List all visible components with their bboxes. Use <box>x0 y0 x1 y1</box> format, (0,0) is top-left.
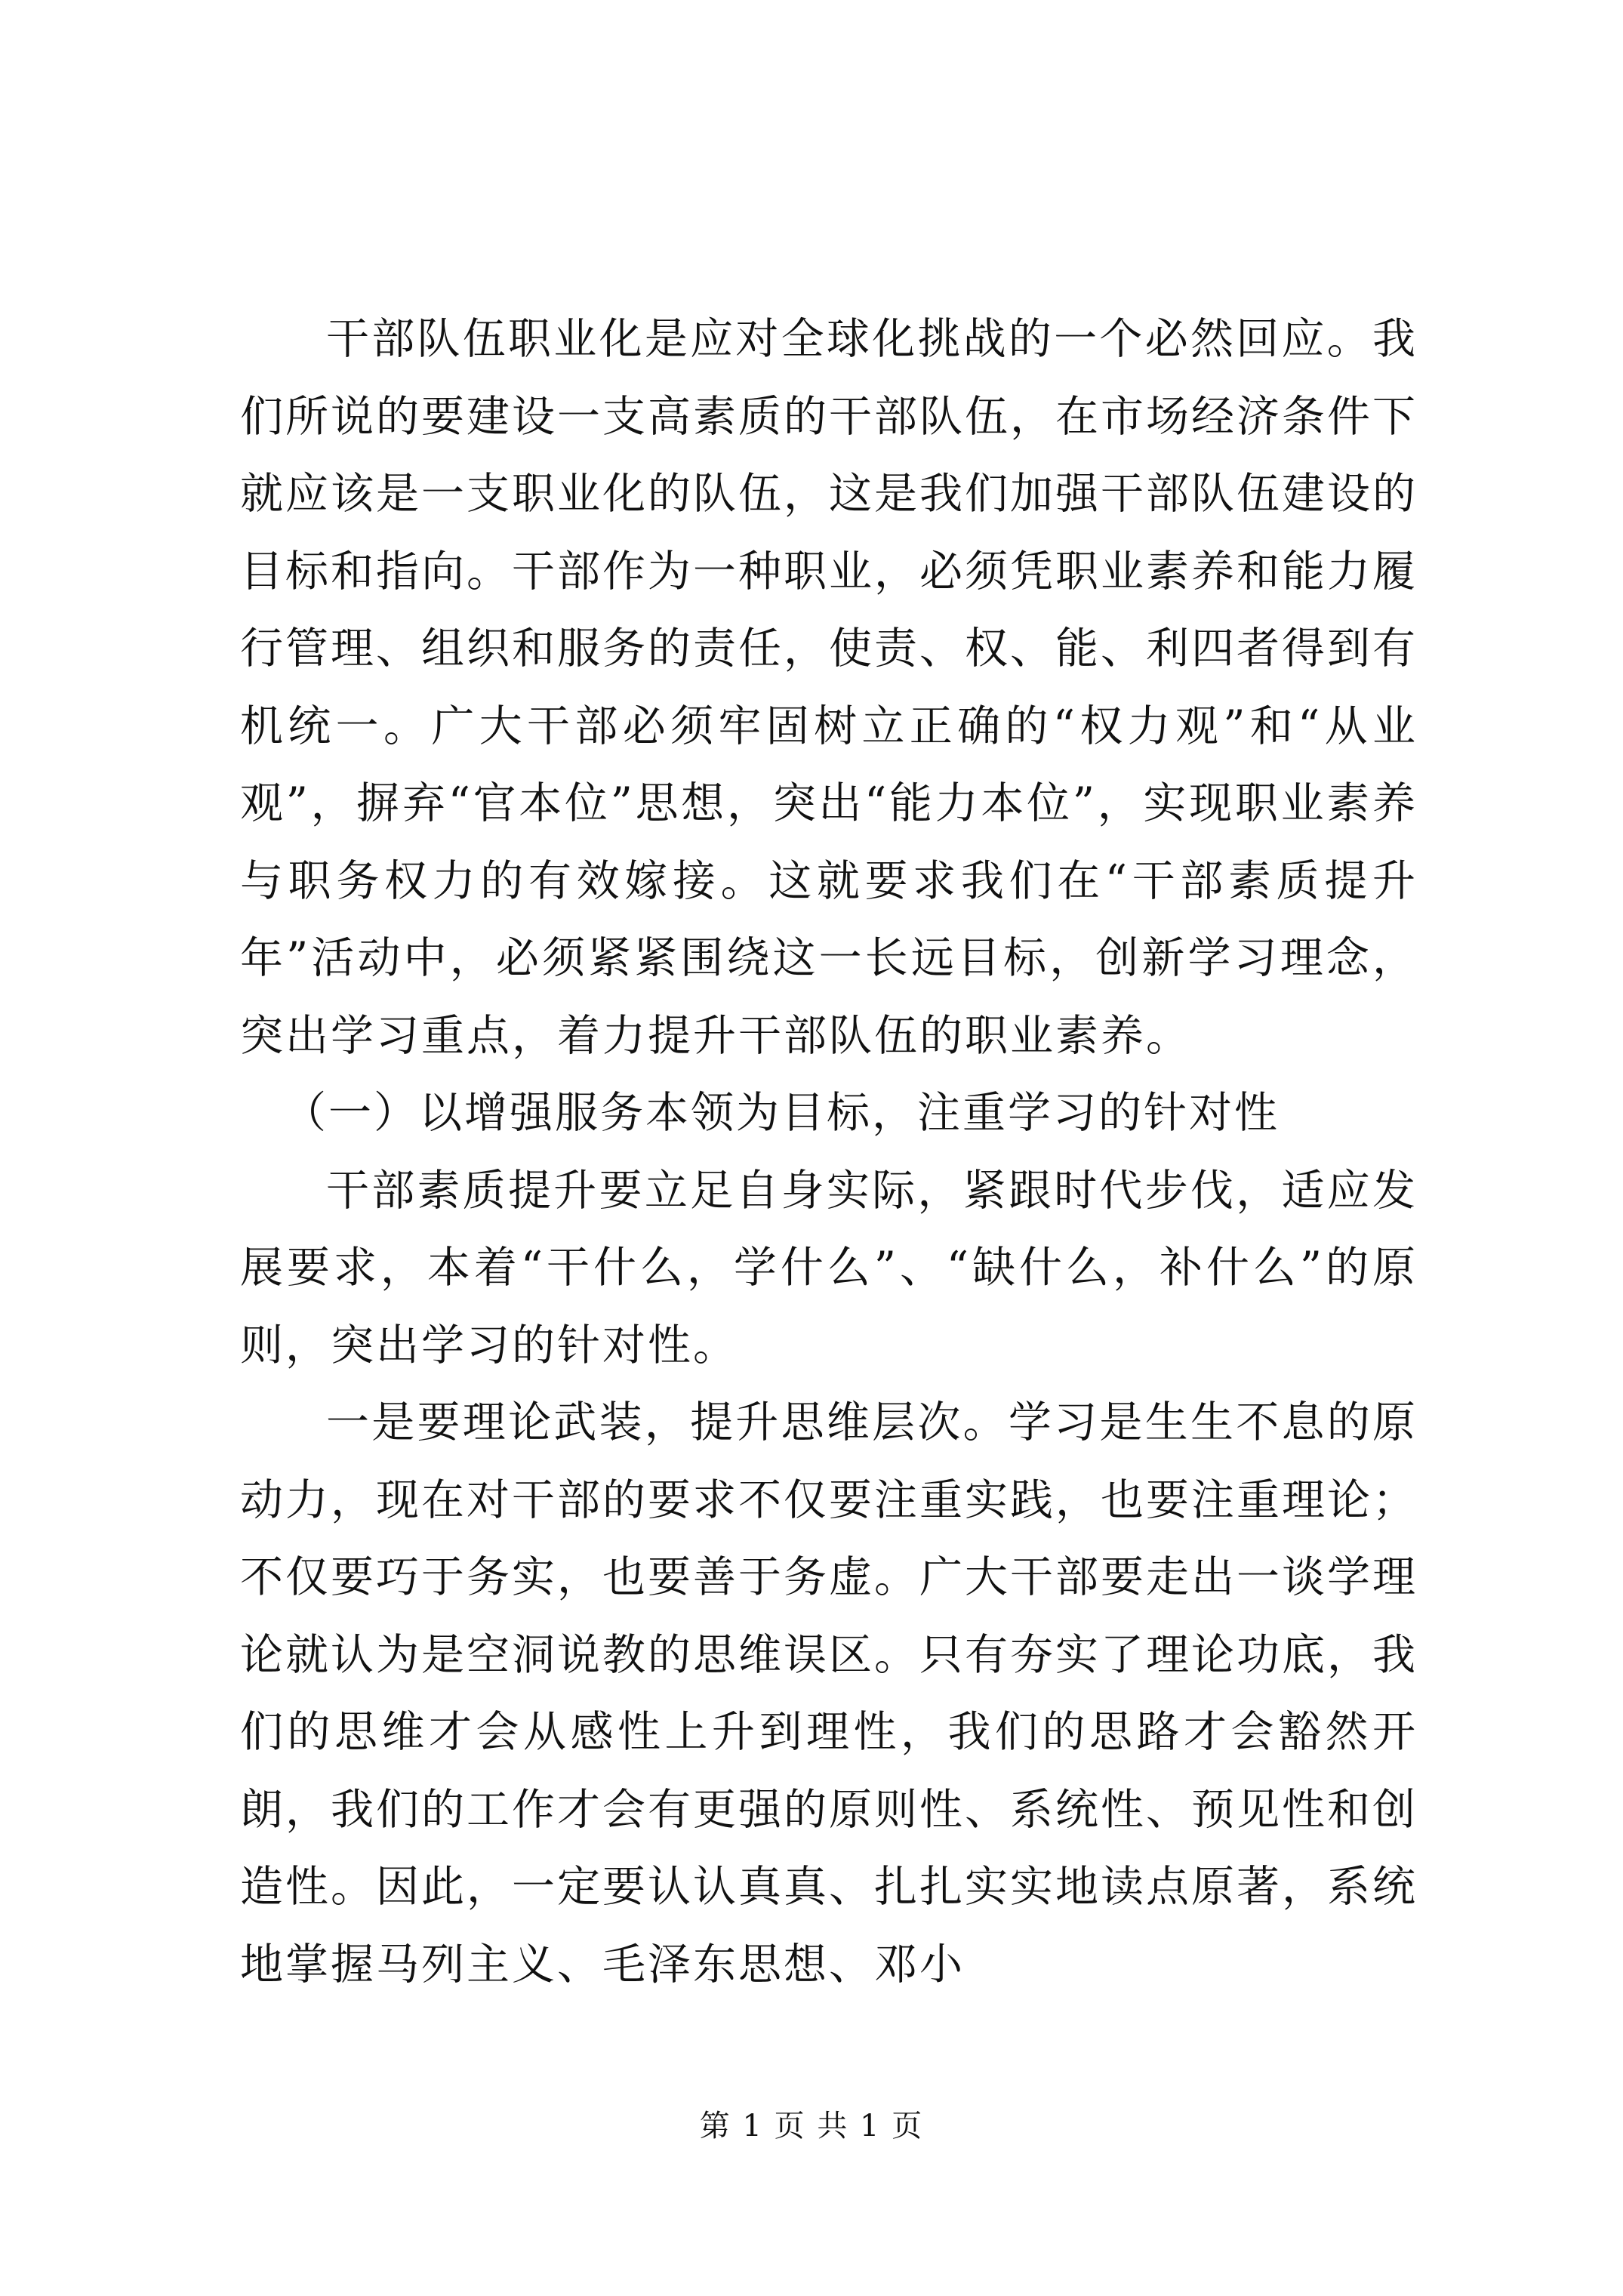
paragraph-1: 干部队伍职业化是应对全球化挑战的一个必然回应。我们所说的要建设一支高素质的干部队伍，在市场经济条件下就应该是一支职业化的队伍，这是我们加强干部队伍建设的目标和指向。干部作为一种职业，必须凭职业素养和能力履行管理、组织和服务的责任，使责、权、能、利四者得到有机统一。广大干部必须牢固树立正确的“权力观”和“从业观”，摒弃“官本位”思想，突出“能力本位”，实现职业素养与职务权力的有效嫁接。这就要求我们在“干部素质提升年”活动中，必须紧紧围绕这一长远目标，创新学习理念，突出学习重点，着力提升干部队伍的职业素养。 <box>240 314 1418 1061</box>
section-heading: （一）以增强服务本领为目标，注重学习的针对性 <box>283 1088 1280 1138</box>
page-number-footer: 第 1 页 共 1 页 <box>699 2109 924 2143</box>
paragraph-2: 干部素质提升要立足自身实际，紧跟时代步伐，适应发展要求，本着“干什么，学什么”、“缺什么，补什么”的原则，突出学习的针对性。 <box>240 1165 1418 1370</box>
document-body <box>240 300 1418 2003</box>
paragraph-3: 一是要理论武装，提升思维层次。学习是生生不息的原动力，现在对干部的要求不仅要注重实践，也要注重理论；不仅要巧于务实，也要善于务虚。广大干部要走出一谈学理论就认为是空洞说教的思维误区。只有夯实了理论功底，我们的思维才会从感性上升到理性，我们的思路才会豁然开朗，我们的工作才会有更强的原则性、系统性、预见性和创造性。因此，一定要认认真真、扎扎实实地读点原著，系统地掌握马列主义、毛泽东思想、邓小 <box>240 1398 1418 1989</box>
